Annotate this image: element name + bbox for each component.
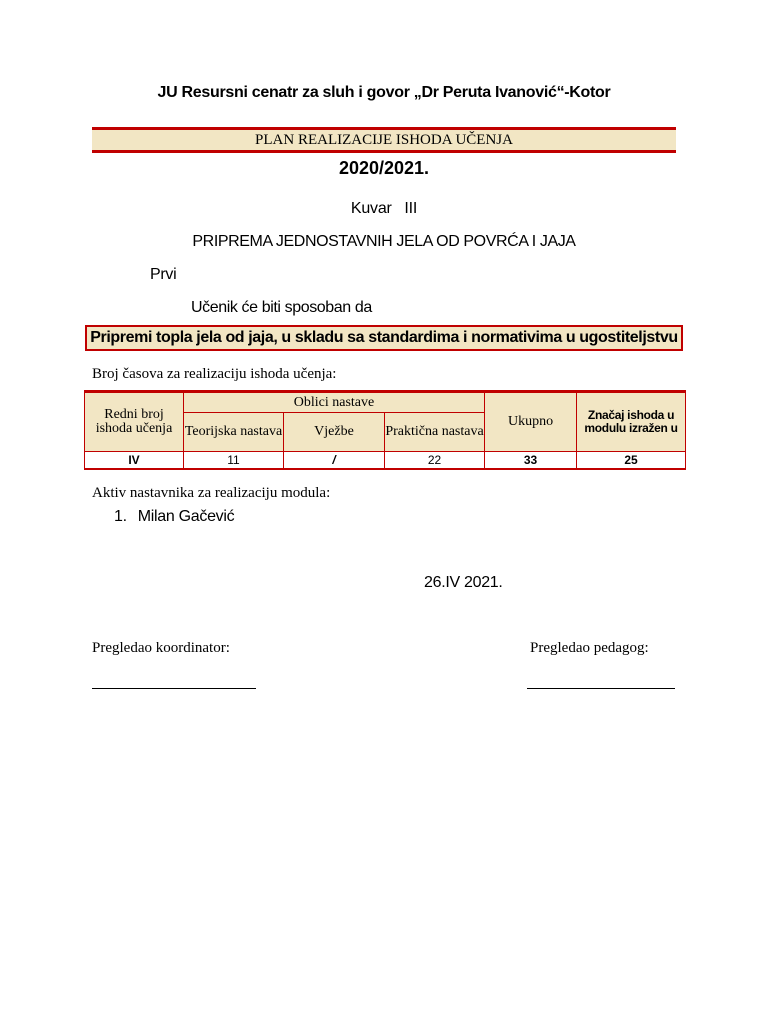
- header-outcome-weight: Značaj ishoda u modulu izražen u: [577, 392, 686, 452]
- member-number: 1.: [114, 508, 127, 525]
- outcome-box: [85, 325, 683, 351]
- reviewed-pedagogue-label: Pregledao pedagog:: [530, 640, 649, 656]
- outcome-text: Pripremi topla jela od jaja, u skladu sa standardima i normativima u ugostiteljstvu: [90, 329, 678, 346]
- module-title: PRIPREMA JEDNOSTAVNIH JELA OD POVRĆA I JAJA: [192, 233, 576, 250]
- school-year: 2020/2021.: [338, 158, 430, 178]
- cell-weight: 25: [577, 452, 686, 470]
- pedagogue-signature-line: [527, 688, 675, 689]
- student-intro: Učenik će biti sposoban da: [191, 299, 372, 316]
- date: 26.IV 2021.: [424, 574, 503, 591]
- subject-line: Kuvar III: [350, 200, 418, 217]
- cell-outcome: IV: [85, 452, 184, 470]
- member-name: Milan Gačević: [137, 508, 235, 525]
- header-theory: Teorijska nastava: [184, 413, 284, 452]
- cell-theory: 11: [184, 452, 284, 470]
- institution-title: JU Resursni cenatr za sluh i govor „Dr Peruta Ivanović“-Kotor: [157, 84, 611, 101]
- list-item: [114, 508, 234, 526]
- outcome-number: Prvi: [150, 266, 177, 283]
- coordinator-signature-line: [92, 688, 256, 689]
- plan-title-bar: [92, 127, 676, 153]
- cell-practice: 22: [385, 452, 485, 470]
- cell-exercises: /: [284, 452, 385, 470]
- header-teaching-forms: Oblici nastave: [184, 392, 485, 413]
- table-row: [85, 452, 686, 470]
- header-practice: Praktična nastava: [385, 413, 485, 452]
- cell-total: 33: [485, 452, 577, 470]
- hours-table: [84, 390, 686, 470]
- hours-label: Broj časova za realizaciju ishoda učenja:: [92, 366, 337, 382]
- active-label: Aktiv nastavnika za realizaciju modula:: [92, 485, 331, 501]
- reviewed-coordinator-label: Pregledao koordinator:: [92, 640, 230, 656]
- plan-title: PLAN REALIZACIJE ISHODA UČENJA: [255, 132, 513, 148]
- header-total: Ukupno: [485, 392, 577, 452]
- header-outcome-number: Redni broj ishoda učenja: [85, 392, 184, 452]
- header-exercises: Vježbe: [284, 413, 385, 452]
